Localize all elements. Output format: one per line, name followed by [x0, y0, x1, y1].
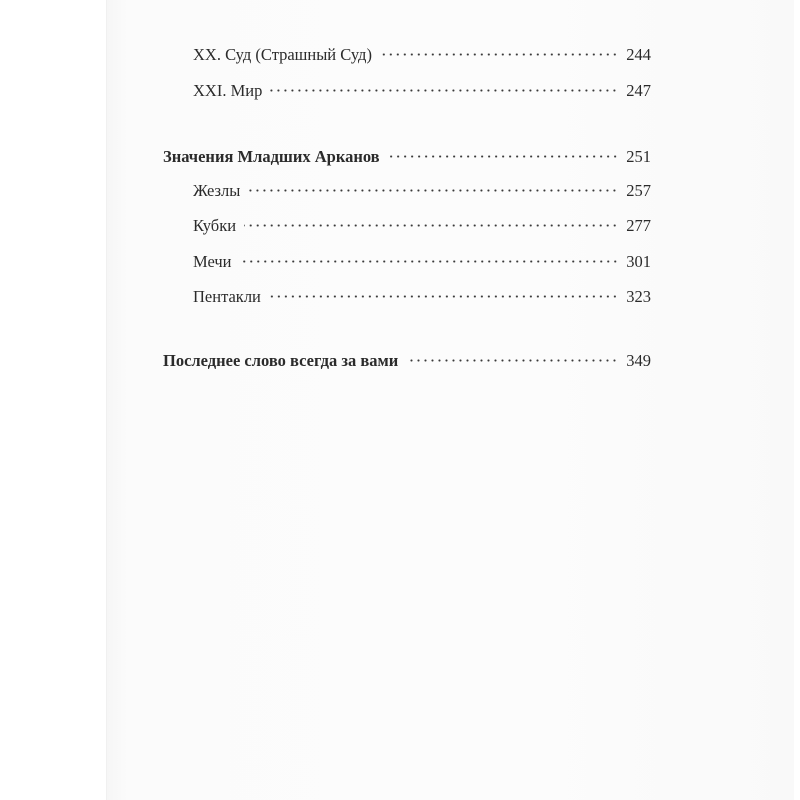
- toc-entry-pentacles: [193, 287, 651, 307]
- toc-entry-page: 247: [626, 81, 651, 100]
- toc-entry-title: Жезлы: [193, 181, 241, 200]
- dot-leader: [269, 295, 618, 298]
- dot-leader: [240, 260, 619, 263]
- dot-leader: [244, 224, 618, 227]
- toc-entry-page: 277: [626, 216, 651, 235]
- toc-entry-title: XXI. Мир: [193, 81, 263, 100]
- dot-leader: [380, 53, 618, 56]
- toc-entry-page: 323: [626, 287, 651, 306]
- toc-entry-title: Кубки: [193, 216, 237, 235]
- toc-entry-wands: [193, 181, 651, 201]
- toc-section-minor-arcana: [163, 147, 651, 167]
- dot-leader: [388, 155, 619, 158]
- toc-entry-cups: [193, 216, 651, 236]
- toc-entry-title: Мечи: [193, 252, 232, 271]
- toc-entry-page: 244: [626, 45, 651, 64]
- toc-entry-page: 257: [626, 181, 651, 200]
- toc-entry-page: 301: [626, 252, 651, 271]
- dot-leader: [270, 89, 618, 92]
- toc-entry-page: 349: [626, 351, 651, 370]
- toc-entry-title: Пентакли: [193, 287, 261, 306]
- dot-leader: [406, 359, 618, 362]
- toc-entry-judgement: [193, 45, 651, 65]
- toc-entry-world: [193, 81, 651, 101]
- toc-entry-swords: [193, 252, 651, 272]
- dot-leader: [248, 189, 618, 192]
- toc-section-title: Значения Младших Арканов: [163, 147, 380, 166]
- toc-entry-title: XX. Суд (Страшный Суд): [193, 45, 372, 64]
- toc-section-title: Последнее слово всегда за вами: [163, 351, 399, 370]
- toc-section-last-word: [163, 351, 651, 371]
- toc-entry-page: 251: [626, 147, 651, 166]
